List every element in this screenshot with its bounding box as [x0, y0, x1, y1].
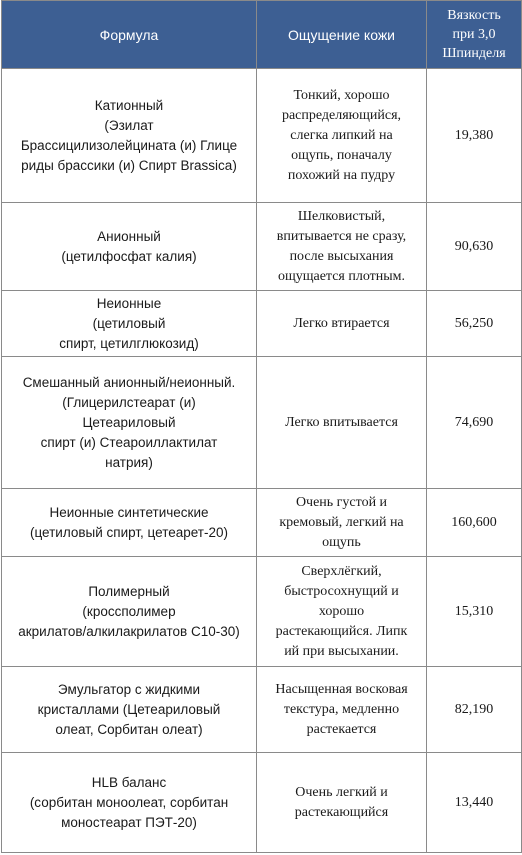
table-row — [2, 69, 522, 203]
cell-text-line: (цетиловый спирт, цетеарет-20) — [29, 524, 228, 540]
formula-cell — [2, 69, 257, 203]
cell-text-line: Полимерный — [88, 583, 170, 599]
header-viscosity-line: при 3,0 — [452, 27, 496, 42]
cell-text-line: Шелковистый, — [297, 208, 386, 224]
cell-text-line: после высыхания — [289, 248, 394, 264]
cell-text-line: риды брассики (и) Спирт Brassica) — [21, 157, 237, 173]
skin-feel-cell — [257, 203, 427, 291]
cell-text-line: Тонкий, хорошо — [293, 87, 390, 103]
skin-feel-cell — [257, 291, 427, 357]
viscosity-cell: 160,600 — [427, 489, 522, 557]
cell-text-line: ощупь — [322, 534, 361, 550]
header-viscosity-line: Шпинделя — [442, 46, 506, 61]
header-row — [2, 1, 522, 69]
cell-text-line: кремовый, легкий на — [279, 514, 404, 530]
formula-cell — [2, 489, 257, 557]
table-row — [2, 489, 522, 557]
cell-text-line: Анионный — [97, 228, 161, 244]
cell-text-line: (цетилфосфат калия) — [61, 248, 197, 264]
cell-text-line: Легко втирается — [293, 315, 390, 331]
skin-feel-cell — [257, 753, 427, 853]
cell-text-line: растекается — [306, 721, 377, 737]
viscosity-cell: 74,690 — [427, 357, 522, 489]
cell-text-line: слегка липкий на — [290, 127, 393, 143]
cell-text-line: Смешанный анионный/неионный. — [22, 374, 236, 390]
formula-cell — [2, 753, 257, 853]
cell-text-line: спирт (и) Стеароиллактилат — [40, 434, 218, 450]
cell-text-line: ощупь, поначалу — [291, 147, 392, 163]
skin-feel-cell — [257, 667, 427, 753]
cell-text-line: (цетиловый — [92, 315, 166, 331]
cell-text-line: впитывается не сразу, — [276, 228, 407, 244]
cell-text-line: Насыщенная восковая — [275, 681, 408, 697]
cell-text-line: хорошо — [318, 603, 365, 619]
cell-text-line: олеат, Сорбитан олеат) — [55, 721, 203, 737]
cell-text-line: кристаллами (Цетеариловый — [37, 701, 221, 717]
cell-text-line: (Глицерилстеарат (и) — [62, 394, 196, 410]
cell-text-line: ий при высыхании. — [284, 643, 399, 659]
cell-text-line: (сорбитан моноолеат, сорбитан — [29, 794, 229, 810]
cell-text-line: Неионные — [96, 295, 162, 311]
formula-cell — [2, 667, 257, 753]
cell-text-line: растекающийся — [294, 804, 389, 820]
cell-text-line: распределяющийся, — [281, 107, 402, 123]
table-row — [2, 753, 522, 853]
formula-cell — [2, 357, 257, 489]
skin-feel-cell — [257, 69, 427, 203]
cell-text-line: (Эзилат — [104, 117, 154, 133]
cell-text-line: ощущается плотным. — [277, 268, 406, 284]
table-row — [2, 667, 522, 753]
viscosity-cell: 56,250 — [427, 291, 522, 357]
table-row — [2, 357, 522, 489]
cell-text-line: моностеарат ПЭТ-20) — [61, 814, 197, 830]
cell-text-line: (кроссполимер — [82, 603, 176, 619]
cell-text-line: Катионный — [94, 97, 164, 113]
cell-text-line: Неионные синтетические — [49, 504, 209, 520]
formula-cell — [2, 291, 257, 357]
cell-text-line: натрия) — [105, 454, 153, 470]
table-row — [2, 557, 522, 667]
cell-text-line: Очень густой и — [295, 494, 388, 510]
cell-text-line: Сверхлёгкий, — [301, 563, 382, 579]
cell-text-line: растекающийся. Липк — [275, 623, 408, 639]
cell-text-line: спирт, цетилглюкозид) — [59, 335, 199, 351]
cell-text-line: Цетеариловый — [82, 414, 176, 430]
formula-cell — [2, 557, 257, 667]
cell-text-line: текстура, медленно — [283, 701, 400, 717]
skin-feel-cell — [257, 489, 427, 557]
skin-feel-cell — [257, 557, 427, 667]
viscosity-cell: 90,630 — [427, 203, 522, 291]
cell-text-line: быстросохнущий и — [284, 583, 399, 599]
viscosity-cell: 13,440 — [427, 753, 522, 853]
cell-text-line: Брассицилизолейцината (и) Глице — [20, 137, 238, 153]
header-viscosity — [427, 1, 522, 69]
skin-feel-cell — [257, 357, 427, 489]
cell-text-line: Эмульгатор с жидкими — [57, 681, 201, 697]
cell-text-line: похожий на пудру — [287, 167, 396, 183]
header-viscosity-line: Вязкость — [447, 8, 501, 23]
viscosity-cell: 15,310 — [427, 557, 522, 667]
formula-cell — [2, 203, 257, 291]
table-row — [2, 291, 522, 357]
emulsifier-table — [1, 0, 522, 853]
table-row — [2, 203, 522, 291]
cell-text-line: HLB баланс — [91, 774, 167, 790]
cell-text-line: акрилатов/алкилакрилатов C10-30) — [18, 623, 240, 639]
header-formula: Формула — [2, 1, 257, 69]
viscosity-cell: 19,380 — [427, 69, 522, 203]
cell-text-line: Легко впитывается — [285, 414, 398, 430]
viscosity-cell: 82,190 — [427, 667, 522, 753]
cell-text-line: Очень легкий и — [295, 784, 388, 800]
header-skin-feel: Ощущение кожи — [257, 1, 427, 69]
